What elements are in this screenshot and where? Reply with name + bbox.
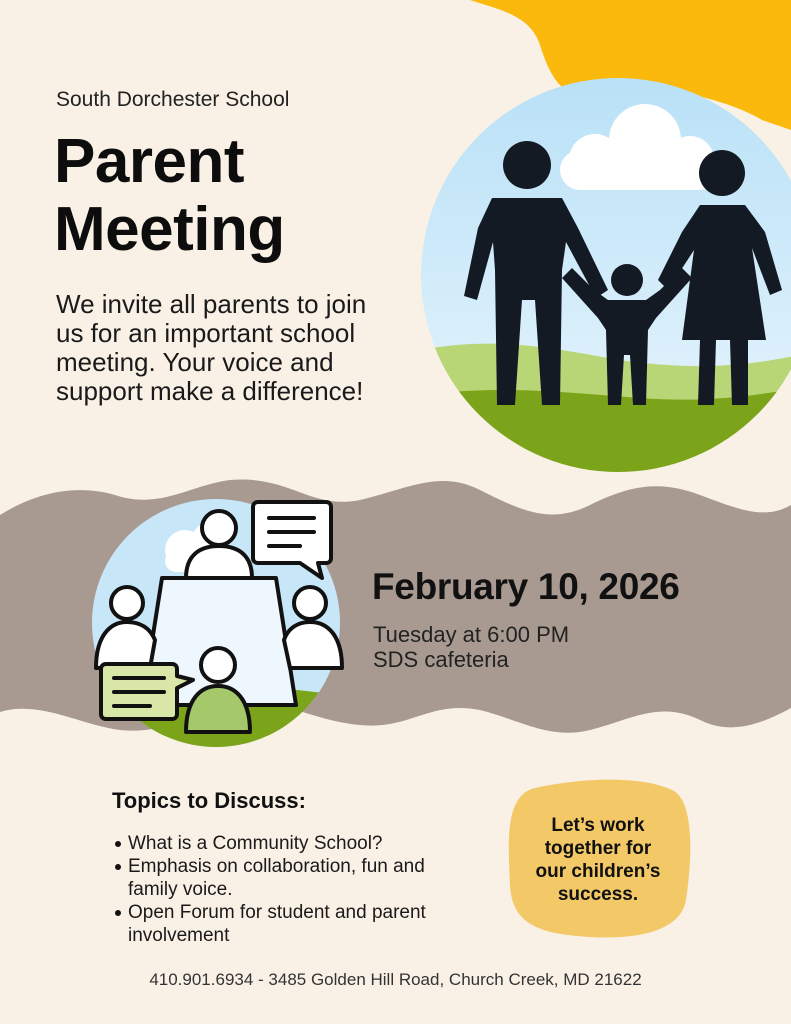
family-illustration [421,78,791,480]
event-location: SDS cafeteria [373,647,509,672]
list-item-text: Open Forum for student and parent [128,902,426,923]
title-line: Parent [54,127,244,196]
intro-line: meeting. Your voice and [56,347,334,377]
list-item-text: family voice. [128,879,233,900]
school-name: South Dorchester School [56,88,290,111]
badge-message [520,814,676,906]
title-line: Meeting [54,195,285,264]
page-title [54,128,285,264]
topics-heading: Topics to Discuss: [112,788,306,813]
badge-line: Let’s work [551,815,645,836]
list-item [128,855,508,901]
event-date: February 10, 2026 [372,566,680,607]
list-item [128,901,508,947]
intro-line: support make a difference! [56,376,364,406]
intro-line: We invite all parents to join [56,289,367,319]
intro-line: us for an important school [56,318,356,348]
topics-list [110,832,508,947]
event-time: Tuesday at 6:00 PM [373,622,570,647]
event-details [373,622,569,672]
badge-line: together for [544,838,652,859]
list-item-text: involvement [128,925,230,946]
list-item-text: Emphasis on collaboration, fun and [128,856,425,877]
intro-paragraph [56,290,436,406]
footer-contact: 410.901.6934 - 3485 Golden Hill Road, Church Creek, MD 21622 [149,970,642,989]
badge-line: success. [557,884,639,905]
badge-line: our children’s [535,861,661,882]
list-item-text: What is a Community School? [128,833,383,854]
list-item [128,832,508,855]
